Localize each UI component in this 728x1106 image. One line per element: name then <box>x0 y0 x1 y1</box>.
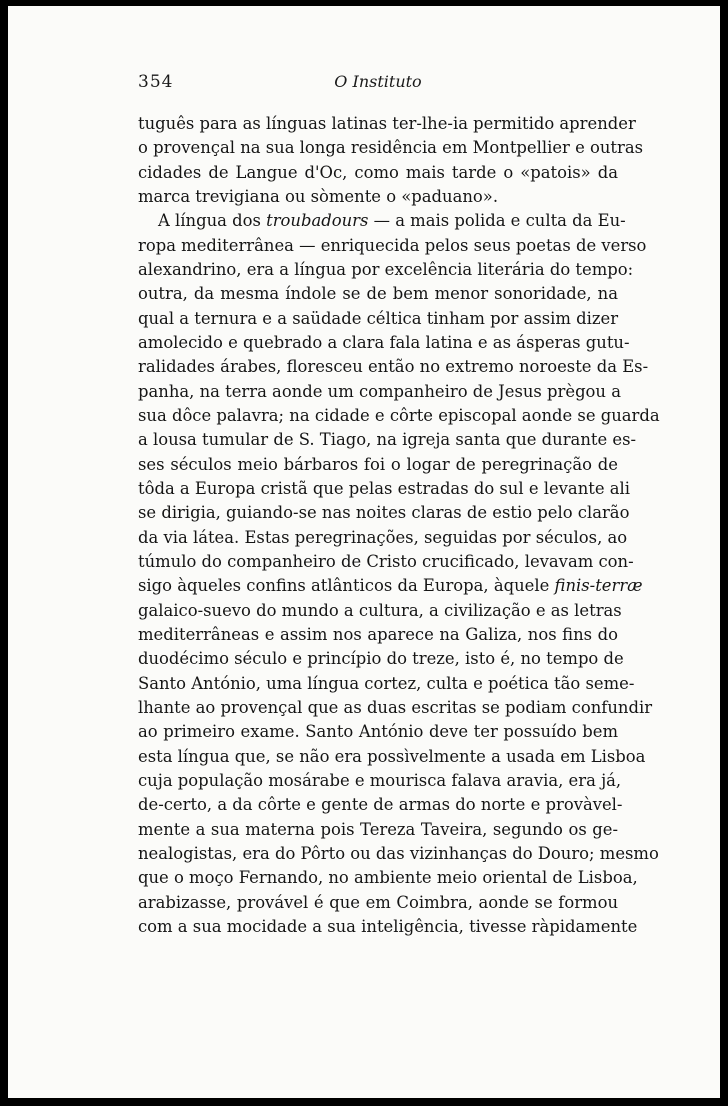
text-line: duodécimo século e princípio do treze, isto é, no tempo de <box>138 649 624 669</box>
text-line: panha, na terra aonde um companheiro de Jesus prègou a <box>138 381 621 401</box>
text-line: Santo António, uma língua cortez, culta e poética tão seme- <box>138 673 635 693</box>
line-text: — a mais polida e culta da Eu- <box>368 211 626 231</box>
text-line: esta língua que, se não era possìvelmente a usada em Lisboa <box>138 746 646 766</box>
text-line: se dirigia, guiando-se nas noites claras de estio pelo clarão <box>138 503 630 523</box>
text-line: cidades de Langue d'Oc, como mais tarde o «patois» da <box>138 162 618 182</box>
text-line: com a sua mocidade a sua inteligência, tivesse ràpidamente <box>138 916 638 936</box>
text-line <box>138 209 626 233</box>
text-line: outra, da mesma índole se de bem menor sonoridade, na <box>138 284 618 304</box>
text-line: que o moço Fernando, no ambiente meio oriental de Lisboa, <box>138 868 638 888</box>
text-line: ses séculos meio bárbaros foi o logar de peregrinação de <box>138 454 618 474</box>
text-line: nealogistas, era do Pôrto ou das vizinhanças do Douro; mesmo <box>138 843 659 863</box>
book-page <box>8 6 720 1098</box>
text-line: cuja população mosárabe e mourisca falava aravia, era já, <box>138 770 622 790</box>
text-line: tuguês para as línguas latinas ter-lhe-ia permitido aprender <box>138 114 636 133</box>
line-text: A língua dos <box>158 211 267 231</box>
text-line: marca trevigiana ou sòmente o «paduano». <box>138 186 499 206</box>
text-line: galaico-suevo do mundo a cultura, a civilização e as letras <box>138 600 622 620</box>
text-line: alexandrino, era a língua por excelência literária do tempo: <box>138 259 634 279</box>
line-text: sigo àqueles confins atlânticos da Europa, àquele <box>138 576 555 596</box>
text-line: tôda a Europa cristã que pelas estradas do sul e levante ali <box>138 478 631 498</box>
text-line: a lousa tumular de S. Tiago, na igreja santa que durante es- <box>138 430 637 450</box>
text-line: arabizasse, provável é que em Coimbra, aonde se formou <box>138 892 618 912</box>
page-number: 354 <box>138 72 174 92</box>
text-line: ropa mediterrânea — enriquecida pelos seus poetas de verso <box>138 235 647 255</box>
text-line: sua dôce palavra; na cidade e côrte episcopal aonde se guarda <box>138 405 660 425</box>
text-line: ao primeiro exame. Santo António deve ter possuído bem <box>138 722 618 742</box>
text-line: lhante ao provençal que as duas escritas se podiam confundir <box>138 697 653 717</box>
text-line: mediterrâneas e assim nos aparece na Galiza, nos fins do <box>138 624 618 644</box>
text-line <box>138 574 643 598</box>
body-text <box>138 112 660 939</box>
text-line: mente a sua materna pois Tereza Taveira, segundo os ge- <box>138 819 618 839</box>
text-line: qual a ternura e a saüdade céltica tinham por assim dizer <box>138 308 619 328</box>
running-title: O Instituto <box>334 72 422 91</box>
text-line: ralidades árabes, floresceu então no extremo noroeste da Es- <box>138 357 649 377</box>
text-line: amolecido e quebrado a clara fala latina e as ásperas gutu- <box>138 332 630 352</box>
page-header <box>138 72 618 96</box>
text-line: de-certo, a da côrte e gente de armas do norte e provàvel- <box>138 795 623 815</box>
italic-term: finis-terræ <box>554 576 643 596</box>
text-line: da via látea. Estas peregrinações, seguidas por séculos, ao <box>138 527 628 547</box>
text-line: o provençal na sua longa residência em Montpellier e outras <box>138 138 644 158</box>
text-line: túmulo do companheiro de Cristo crucificado, levavam con- <box>138 551 634 571</box>
italic-term: troubadours <box>266 211 369 231</box>
